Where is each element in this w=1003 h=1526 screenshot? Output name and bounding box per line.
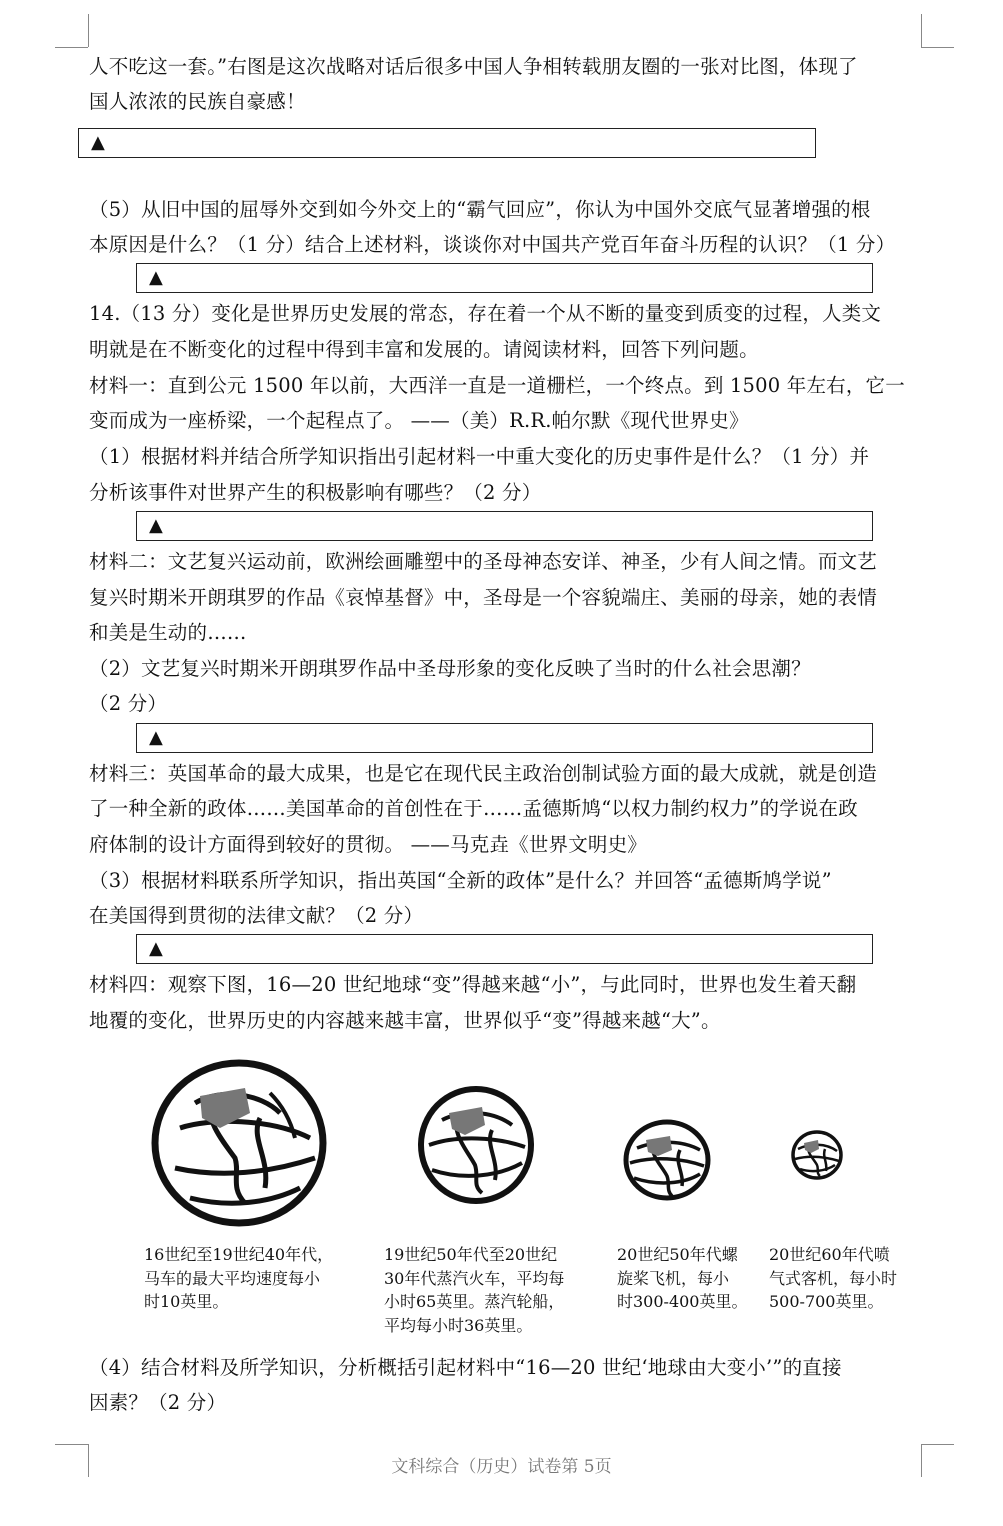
caption-line: 20世纪50年代螺 [617, 1245, 738, 1264]
triangle-marker-icon: ▲ [149, 267, 163, 288]
globe-tiny-icon [790, 1129, 844, 1181]
crop-mark-bottom-right-h [921, 1444, 954, 1445]
sub-question-4-line: 因素？（2 分） [89, 1391, 227, 1414]
triangle-marker-icon: ▲ [91, 132, 105, 153]
caption-line: 30年代蒸汽火车，平均每 [384, 1268, 565, 1288]
caption-line: 平均每小时36英里。 [384, 1315, 533, 1335]
caption-propeller-plane [617, 1243, 748, 1314]
triangle-marker-icon: ▲ [149, 515, 163, 536]
answer-box[interactable] [136, 934, 873, 964]
crop-mark-top-right-h [921, 47, 954, 48]
globe-large-icon [150, 1058, 328, 1228]
answer-box[interactable] [136, 511, 873, 541]
caption-steam [384, 1243, 564, 1337]
crop-mark-bottom-left-h [55, 1444, 88, 1445]
page-footer: 文科综合（历史）试卷第 5页 [391, 1457, 612, 1477]
sub-question-2-line: （2 分） [89, 692, 168, 715]
sub-question-3-line: （3）根据材料联系所学知识，指出英国“全新的政体”是什么？并回答“孟德斯鸠学说” [89, 869, 832, 892]
crop-mark-top-left-h [55, 47, 88, 48]
caption-horse-carriage [144, 1243, 333, 1314]
caption-line: 马车的最大平均速度每小 [144, 1268, 321, 1288]
globe-medium-icon [417, 1085, 535, 1205]
caption-line: 时300-400英里。 [617, 1292, 748, 1311]
question-5-line: 本原因是什么？（1 分）结合上述材料，谈谈你对中国共产党百年奋斗历程的认识？（1 分） [89, 233, 896, 256]
globe-small-icon [622, 1118, 712, 1202]
caption-line: 20世纪60年代喷 [769, 1245, 890, 1264]
answer-box[interactable] [78, 128, 816, 158]
caption-line: 小时65英里。蒸汽轮船， [384, 1292, 565, 1311]
caption-line: 时10英里。 [144, 1292, 229, 1311]
sub-question-4-line: （4）结合材料及所学知识，分析概括引起材料中“16—20 世纪‘地球由大变小’”的直接 [89, 1356, 842, 1379]
material-3-line: 了一种全新的政体……美国革命的首创性在于……孟德斯鸠“以权力制约权力”的学说在政 [89, 797, 858, 820]
paragraph-line: 国人浓浓的民族自豪感！ [89, 90, 306, 113]
sub-question-3-line: 在美国得到贯彻的法律文献？（2 分） [89, 904, 424, 927]
material-2-line: 复兴时期米开朗琪罗的作品《哀悼基督》中，圣母是一个容貌端庄、美丽的母亲，她的表情 [89, 586, 878, 609]
material-2-line: 和美是生动的…… [89, 621, 247, 644]
material-2-line: 材料二：文艺复兴运动前，欧洲绘画雕塑中的圣母神态安详、神圣，少有人间之情。而文艺 [89, 550, 878, 573]
sub-question-1-line: 分析该事件对世界产生的积极影响有哪些？（2 分） [89, 481, 542, 504]
material-3-line: 府体制的设计方面得到较好的贯彻。 ——马克垚《世界文明史》 [89, 833, 647, 856]
caption-line: 旋桨飞机，每小 [617, 1268, 730, 1288]
sub-question-2-line: （2）文艺复兴时期米开朗琪罗作品中圣母形象的变化反映了当时的什么社会思潮？ [89, 657, 811, 680]
question-14-line: 明就是在不断变化的过程中得到丰富和发展的。请阅读材料，回答下列问题。 [89, 338, 759, 361]
question-5-line: （5）从旧中国的屈辱外交到如今外交上的“霸气回应”，你认为中国外交底气显著增强的根 [89, 198, 871, 221]
triangle-marker-icon: ▲ [149, 938, 163, 959]
answer-box[interactable] [136, 263, 873, 293]
caption-line: 16世纪至19世纪40年代， [144, 1245, 334, 1264]
caption-jet-airliner [769, 1243, 897, 1314]
caption-line: 500-700英里。 [769, 1292, 884, 1311]
crop-mark-top-left-v [88, 14, 89, 47]
material-1-line: 变而成为一座桥梁，一个起程点了。 ——（美）R.R.帕尔默《现代世界史》 [89, 409, 749, 432]
sub-question-1-line: （1）根据材料并结合所学知识指出引起材料一中重大变化的历史事件是什么？（1 分）并 [89, 445, 870, 468]
question-14-line: 14.（13 分）变化是世界历史发展的常态，存在着一个从不断的量变到质变的过程，人类文 [89, 302, 882, 325]
material-1-line: 材料一：直到公元 1500 年以前，大西洋一直是一道栅栏，一个终点。到 1500 年左右，它一 [89, 374, 905, 397]
crop-mark-top-right-v [921, 14, 922, 47]
material-3-line: 材料三：英国革命的最大成果，也是它在现代民主政治创制试验方面的最大成就，就是创造 [89, 762, 878, 785]
triangle-marker-icon: ▲ [149, 727, 163, 748]
caption-line: 气式客机，每小时 [769, 1268, 898, 1288]
caption-line: 19世纪50年代至20世纪 [384, 1245, 558, 1264]
paragraph-line: 人不吃这一套。”右图是这次战略对话后很多中国人争相转载朋友圈的一张对比图，体现了 [89, 55, 858, 78]
material-4-line: 材料四：观察下图，16—20 世纪地球“变”得越来越“小”，与此同时，世界也发生着天翻 [89, 973, 857, 996]
answer-box[interactable] [136, 723, 873, 753]
material-4-line: 地覆的变化，世界历史的内容越来越丰富，世界似乎“变”得越来越“大”。 [89, 1009, 721, 1032]
